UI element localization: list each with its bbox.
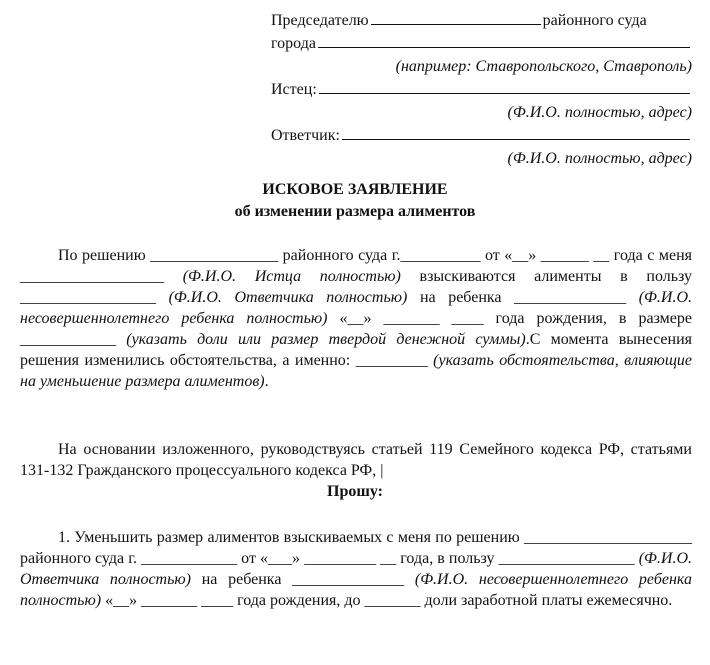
claim-hint-3: (Ф.И.О. несовершеннолетнего ребенка полностью) xyxy=(20,289,693,327)
request-heading: Прошу: xyxy=(327,483,383,500)
request-text-1: 1. Уменьшить размер алиментов взыскиваемых с меня по решению _____________________ районного суда г. ____________ от «___» _________ __ года, в пользу _________________ xyxy=(20,529,692,567)
addressee-block xyxy=(271,9,692,170)
claim-hint-4: (указать доли или размер твердой денежной суммы) xyxy=(126,331,526,348)
plaintiff-label: Истец: xyxy=(271,81,317,98)
claim-hint-2: (Ф.И.О. Ответчика полностью) xyxy=(168,289,408,306)
court-name-blank[interactable] xyxy=(371,11,541,25)
defendant-hint: (Ф.И.О. полностью, адрес) xyxy=(507,150,692,167)
city-label: города xyxy=(271,35,316,52)
plaintiff-line xyxy=(271,78,692,101)
request-hint-1: (Ф.И.О. Ответчика полностью) xyxy=(20,550,692,588)
claim-text-2: взыскиваются алименты в пользу _________________ xyxy=(20,268,693,306)
claim-text-4: «__» _______ ____ года рождения, в размере ____________ xyxy=(20,310,693,348)
document-title: ИСКОВОЕ ЗАЯВЛЕНИЕ xyxy=(262,181,448,198)
request-text-2: на ребенка ______________ xyxy=(191,571,415,588)
claim-text-3: на ребенка ______________ xyxy=(407,289,639,306)
to-prefix: Председателю xyxy=(271,12,369,29)
claim-paragraph xyxy=(20,245,692,392)
document-subtitle: об изменении размера алиментов xyxy=(234,203,476,220)
defendant-label: Ответчик: xyxy=(271,127,340,144)
claim-text-1: По решению ________________ районного суда г.__________ от «__» ______ __ года с меня __________________ xyxy=(20,247,692,285)
claim-text-5: .С момента вынесения решения изменились обстоятельства, а именно: _________ xyxy=(20,331,693,369)
claim-text-6: . xyxy=(264,373,269,390)
request-hint-2: (Ф.И.О. несовершеннолетнего ребенка полностью) xyxy=(20,571,692,609)
to-suffix: районного суда xyxy=(542,12,647,29)
request-item-1 xyxy=(20,527,692,611)
request-text-3: «__» _______ ____ года рождения, до _______ доли заработной платы ежемесячно. xyxy=(101,592,673,609)
court-chairman-line xyxy=(271,9,692,32)
city-line xyxy=(271,32,692,55)
city-hint: (например: Ставропольского, Ставрополь) xyxy=(395,58,692,75)
legal-basis-paragraph: На основании изложенного, руководствуясь статьей 119 Семейного кодекса РФ, статьями 131-132 Гражданского процессуального кодекса РФ, | xyxy=(20,441,692,479)
claim-hint-1: (Ф.И.О. Истца полностью) xyxy=(182,268,401,285)
plaintiff-blank[interactable] xyxy=(319,80,690,94)
defendant-blank[interactable] xyxy=(342,126,690,140)
defendant-line xyxy=(271,124,692,147)
plaintiff-hint: (Ф.И.О. полностью, адрес) xyxy=(507,104,692,121)
city-blank[interactable] xyxy=(318,34,690,48)
claim-hint-5: (указать обстоятельства, влияющие на уменьшение размера алиментов) xyxy=(20,352,692,390)
